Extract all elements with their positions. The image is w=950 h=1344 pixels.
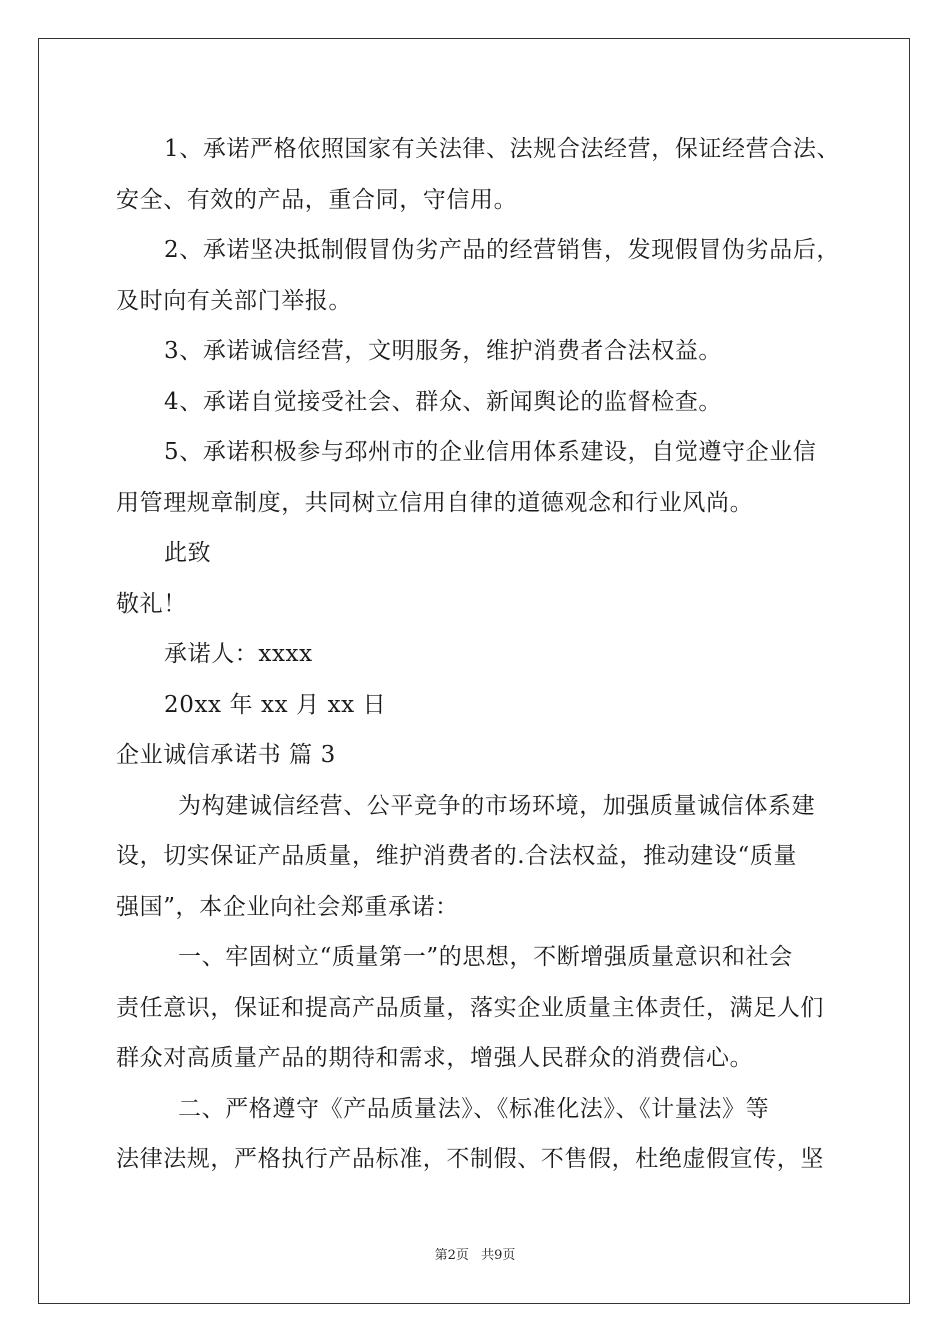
clause-1-line-2: 责任意识，保证和提高产品质量，落实企业质量主体责任，满足人们 [116,994,824,1021]
clause-2-line-1: 二、严格遵守《产品质量法》、《标准化法》、《计量法》等 [178,1095,770,1122]
clause-2-line-2: 法律法规，严格执行产品标准，不制假、不售假，杜绝虚假宣传，坚 [116,1146,824,1172]
intro-line-2: 设，切实保证产品质量，维护消费者的.合法权益，推动建设“质量 [116,843,798,869]
closing-regards: 敬礼！ [116,590,187,617]
commitment-5-line-1: 5、承诺积极参与邳州市的企业信用体系建设，自觉遵守企业信 [164,439,817,465]
page-footer [0,1247,950,1265]
clause-1-line-1: 一、牢固树立“质量第一”的思想，不断增强质量意识和社会 [178,944,793,970]
section-heading: 企业诚信承诺书 篇 3 [116,742,336,768]
commitment-2-line-2: 及时向有关部门举报。 [116,287,352,314]
intro-line-1: 为构建诚信经营、公平竞争的市场环境，加强质量诚信体系建 [178,792,816,819]
commitment-1-line-2: 安全、有效的产品，重合同，守信用。 [116,186,518,213]
sign-date: 20xx 年 xx 月 xx 日 [164,691,387,718]
commitment-4: 4、承诺自觉接受社会、群众、新闻舆论的监督检查。 [164,388,723,415]
commitment-1-line-1: 1、承诺严格依照国家有关法律、法规合法经营，保证经营合法、 [164,136,840,162]
closing-salutation: 此致 [164,540,212,566]
commitment-2-line-1: 2、承诺坚决抵制假冒伪劣产品的经营销售，发现假冒伪劣品后， [164,237,840,263]
total-pages: 共9页 [481,1248,516,1263]
intro-line-3: 强国”，本企业向社会郑重承诺： [116,893,459,920]
page-number: 第2页 [434,1248,469,1263]
commitment-3: 3、承诺诚信经营，文明服务，维护消费者合法权益。 [164,338,723,364]
clause-1-line-3: 群众对高质量产品的期待和需求，增强人民群众的消费信心。 [116,1045,754,1071]
signatory: 承诺人：xxxx [164,641,313,667]
commitment-5-line-2: 用管理规章制度，共同树立信用自律的道德观念和行业风尚。 [116,489,754,516]
document-body [116,124,840,1185]
